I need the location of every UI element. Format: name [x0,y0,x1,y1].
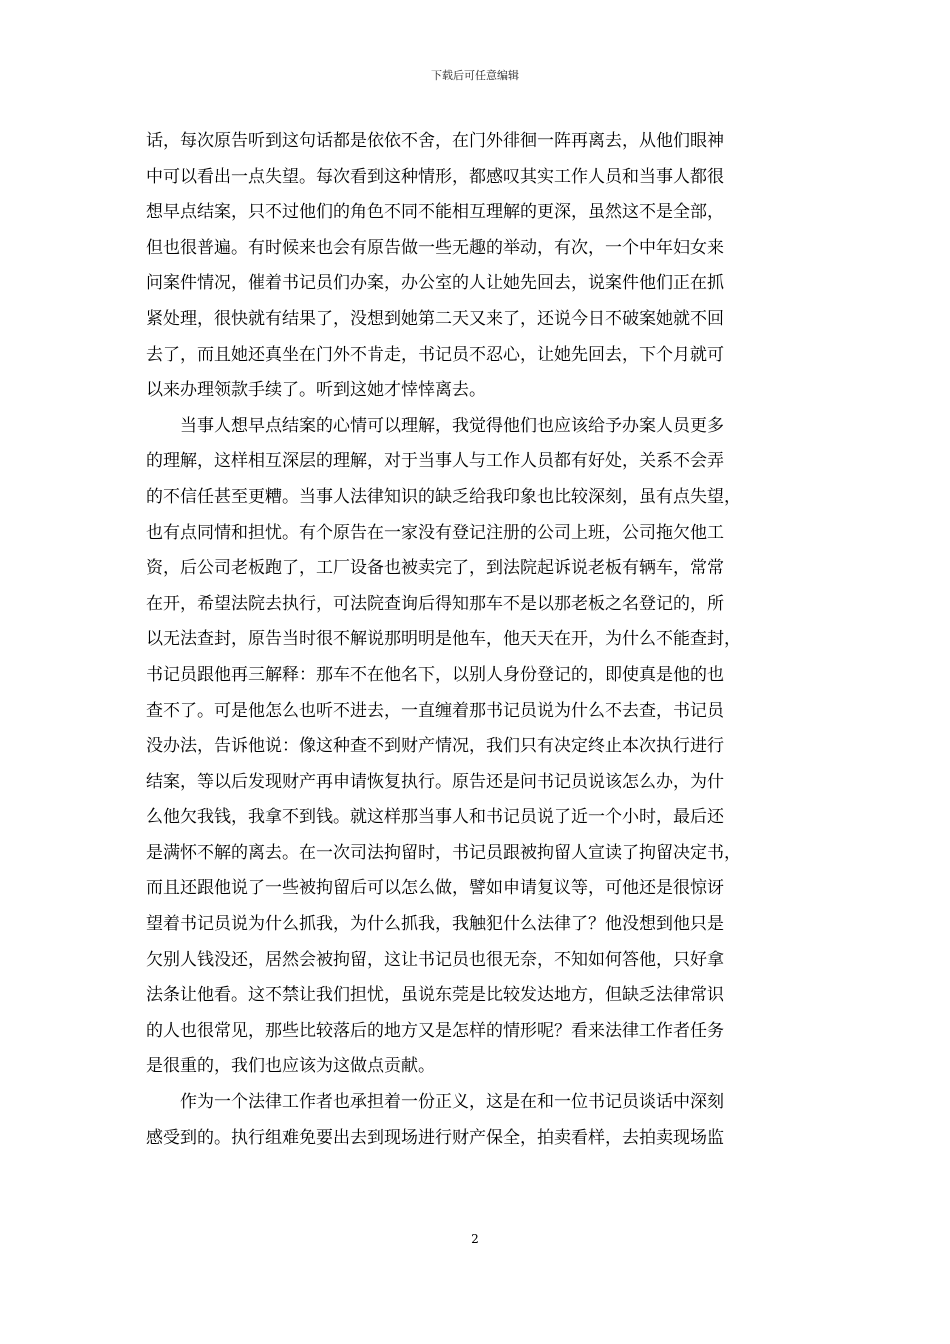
text-line: 紧处理，很快就有结果了，没想到她第二天又来了，还说今日不破案她就不回 [146,308,724,329]
text-line: 在开，希望法院去执行，可法院查询后得知那车不是以那老板之名登记的，所 [146,593,724,614]
text-line: 当事人想早点结案的心情可以理解，我觉得他们也应该给予办案人员更多 [146,415,724,436]
text-line: 中可以看出一点失望。每次看到这种情形，都感叹其实工作人员和当事人都很 [146,166,724,187]
text-line: 问案件情况，催着书记员们办案，办公室的人让她先回去，说案件他们正在抓 [146,273,724,294]
text-line: 没办法，告诉他说：像这种查不到财产情况，我们只有决定终止本次执行进行 [146,736,724,757]
text-line: 书记员跟他再三解释：那车不在他名下，以别人身份登记的，即使真是他的也 [146,664,724,685]
text-line: 欠别人钱没还，居然会被拘留，这让书记员也很无奈，不知如何答他，只好拿 [146,949,724,970]
text-line: 以无法查封，原告当时很不解说那明明是他车，他天天在开，为什么不能查封， [146,629,741,650]
page-header: 下载后可任意编辑 [431,69,519,82]
text-line: 而且还跟他说了一些被拘留后可以怎么做，譬如申请复议等，可他还是很惊讶 [146,878,724,899]
body-text [146,124,816,1156]
text-line: 作为一个法律工作者也承担着一份正义，这是在和一位书记员谈话中深刻 [146,1092,724,1113]
text-line: 也有点同情和担忧。有个原告在一家没有登记注册的公司上班，公司拖欠他工 [146,522,724,543]
text-line: 话，每次原告听到这句话都是依依不舍，在门外徘徊一阵再离去，从他们眼神 [146,131,724,151]
text-line: 法条让他看。这不禁让我们担忧，虽说东莞是比较发达地方，但缺乏法律常识 [146,985,724,1006]
text-line: 的不信任甚至更糟。当事人法律知识的缺乏给我印象也比较深刻，虽有点失望， [146,486,741,507]
text-line: 去了，而且她还真坐在门外不肯走，书记员不忍心，让她先回去，下个月就可 [146,344,724,365]
text-line: 的理解，这样相互深层的理解，对于当事人与工作人员都有好处，关系不会弄 [146,451,724,472]
text-line: 以来办理领款手续了。听到这她才悻悻离去。 [146,380,486,401]
text-line: 的人也很常见，那些比较落后的地方又是怎样的情形呢？看来法律工作者任务 [146,1020,724,1041]
text-line: 但也很普遍。有时候来也会有原告做一些无趣的举动，有次，一个中年妇女来 [146,237,724,258]
text-line: 想早点结案，只不过他们的角色不同不能相互理解的更深，虽然这不是全部， [146,202,724,223]
text-line: 结案，等以后发现财产再申请恢复执行。原告还是问书记员说该怎么办，为什 [146,771,724,792]
text-line: 么他欠我钱，我拿不到钱。就这样那当事人和书记员说了近一个小时，最后还 [146,807,724,828]
page-number: 2 [471,1232,479,1246]
text-line: 是满怀不解的离去。在一次司法拘留时，书记员跟被拘留人宣读了拘留决定书， [146,842,741,863]
text-line: 是很重的，我们也应该为这做点贡献。 [146,1056,435,1077]
text-line: 资，后公司老板跑了，工厂设备也被卖完了，到法院起诉说老板有辆车，常常 [146,558,724,579]
text-line: 望着书记员说为什么抓我，为什么抓我，我触犯什么法律了？他没想到他只是 [146,914,724,935]
text-line: 查不了。可是他怎么也听不进去，一直缠着那书记员说为什么不去查，书记员 [146,700,724,721]
text-line: 感受到的。执行组难免要出去到现场进行财产保全，拍卖看样，去拍卖现场监 [146,1127,724,1148]
